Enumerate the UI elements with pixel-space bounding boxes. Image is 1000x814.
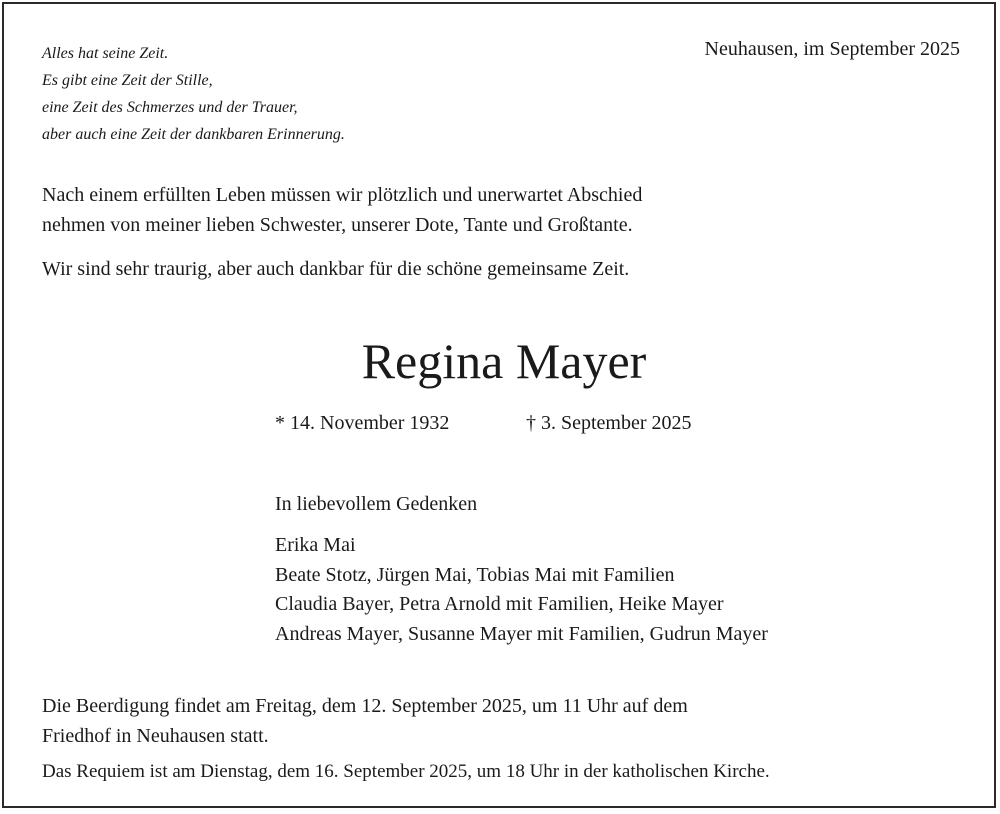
intro-line: Nach einem erfüllten Leben müssen wir plötzlich und unerwartet Abschied <box>42 184 643 206</box>
poem-verse <box>42 40 345 148</box>
obituary-notice <box>2 2 996 808</box>
mourner-line: Andreas Mayer, Susanne Mayer mit Familien, Gudrun Mayer <box>275 622 768 645</box>
funeral-line: Friedhof in Neuhausen statt. <box>42 725 269 747</box>
requiem-info: Das Requiem ist am Dienstag, dem 16. September 2025, um 18 Uhr in der katholischen Kirche. <box>42 761 770 782</box>
thanks-text: Wir sind sehr traurig, aber auch dankbar für die schöne gemeinsame Zeit. <box>42 258 630 280</box>
funeral-info <box>42 691 688 751</box>
mourners-list <box>275 531 768 649</box>
mourner-line: Beate Stotz, Jürgen Mai, Tobias Mai mit Familien <box>275 563 675 586</box>
birth-date: * 14. November 1932 <box>275 412 450 434</box>
intro-text <box>42 180 642 240</box>
poem-line: Es gibt eine Zeit der Stille, <box>42 72 213 89</box>
mourner-line: Erika Mai <box>275 534 356 556</box>
poem-line: aber auch eine Zeit der dankbaren Erinnerung. <box>42 126 345 143</box>
funeral-line: Die Beerdigung findet am Freitag, dem 12. September 2025, um 11 Uhr auf dem <box>42 695 688 717</box>
poem-line: eine Zeit des Schmerzes und der Trauer, <box>42 99 298 116</box>
mourner-line: Claudia Bayer, Petra Arnold mit Familien, Heike Mayer <box>275 593 724 615</box>
place-and-date: Neuhausen, im September 2025 <box>704 38 960 60</box>
intro-line: nehmen von meiner lieben Schwester, unserer Dote, Tante und Großtante. <box>42 214 633 236</box>
mourners-heading: In liebevollem Gedenken <box>275 493 478 515</box>
deceased-name: Regina Mayer <box>361 333 647 389</box>
poem-line: Alles hat seine Zeit. <box>42 45 169 62</box>
death-date: † 3. September 2025 <box>526 412 692 434</box>
